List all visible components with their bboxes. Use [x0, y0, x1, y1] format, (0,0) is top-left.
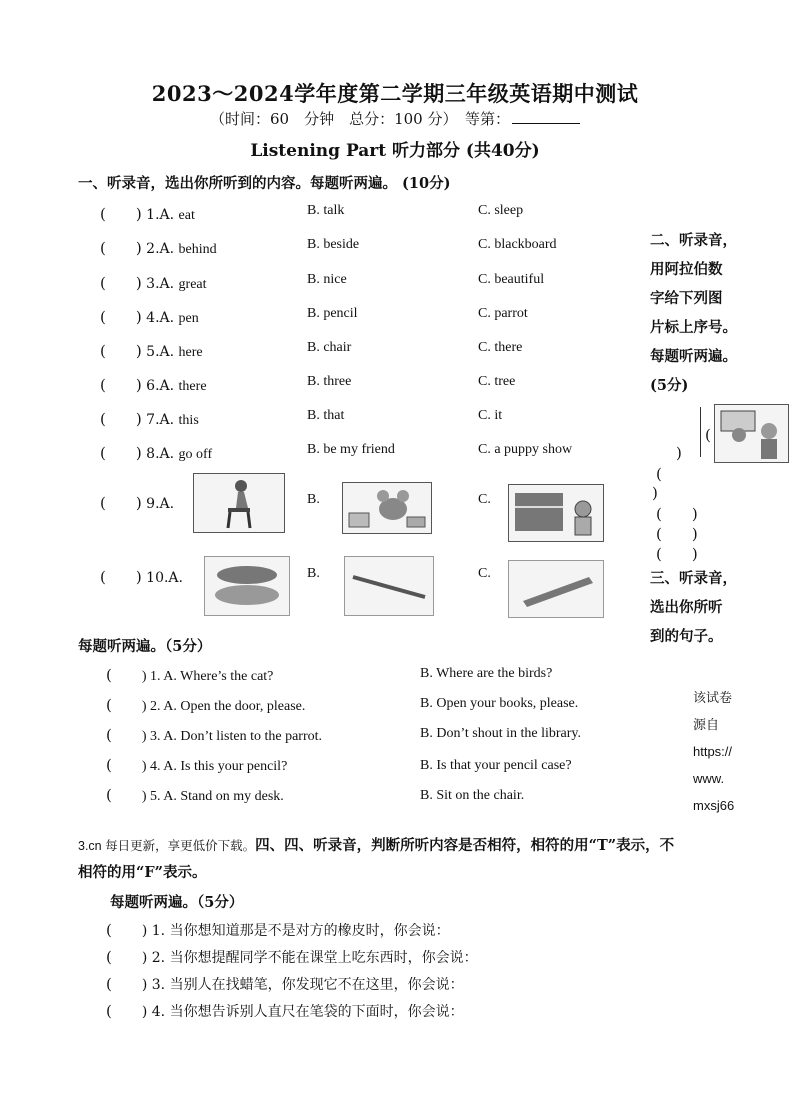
option-c: C. tree [478, 374, 516, 389]
section4-heading-line1 [78, 834, 674, 855]
option-b: B. [307, 492, 320, 507]
option-c: C. blackboard [478, 237, 557, 252]
section3-instruction: 每题听两遍。（5分） [78, 638, 212, 655]
option-b: B. beside [307, 237, 360, 252]
answer-paren[interactable]: ( ) [100, 410, 142, 428]
answer-paren[interactable]: ( [106, 975, 142, 993]
option-a: pen [178, 311, 199, 326]
list-item [100, 566, 183, 587]
answer-paren[interactable]: ( [106, 756, 142, 774]
section1-heading: 一、听录音，选出你所听到的内容。每题听两遍。 (10分) [78, 175, 451, 192]
item-number: 9.A. [146, 496, 175, 512]
answer-paren[interactable]: ( [106, 726, 142, 744]
option-b: B. [307, 566, 320, 581]
answer-paren[interactable]: ( [106, 1002, 142, 1020]
list-item [106, 784, 284, 805]
section4-heading-line2: 相符的用“F”表示。 [78, 864, 207, 881]
answer-paren[interactable]: ( ) [656, 505, 698, 523]
picture-person-stool [193, 473, 285, 533]
list-item [106, 1000, 464, 1021]
statement-text: ) 4. 当你想告诉别人直尺在笔袋的下面时，你会说： [141, 1004, 464, 1020]
answer-paren[interactable]: ( ) [100, 274, 142, 292]
section4-heading: 四、四、听录音，判断所听内容是否相符，相符的用“T”表示，不 [255, 837, 675, 854]
answer-paren[interactable]: ( ) [100, 376, 142, 394]
page-title: 2023～2024学年度第二学期三年级英语期中测试 [151, 81, 639, 106]
picture-mouse-toys [342, 482, 432, 534]
option-a: eat [178, 208, 195, 223]
list-item [106, 973, 464, 994]
section3-instructions [650, 564, 737, 651]
answer-paren[interactable]: ( [656, 465, 662, 483]
source-tail: 3.cn 每日更新，享更低价下载。 [78, 839, 256, 853]
side-line: 三、听录音， [650, 570, 737, 587]
list-item [100, 408, 199, 429]
statement-text: ) 1. 当你想知道那是不是对方的橡皮时，你会说： [141, 923, 450, 939]
list-item [106, 724, 322, 745]
answer-paren[interactable]: ) [652, 484, 658, 502]
option-a: this [178, 413, 199, 428]
option-b: B. pencil [307, 306, 358, 321]
option-c: C. a puppy show [478, 442, 573, 457]
option-b: B. talk [307, 203, 345, 218]
picture-boy-shelves [508, 484, 604, 542]
source-line[interactable]: https:// [693, 744, 733, 759]
source-note [693, 684, 734, 819]
item-number: 6.A. [146, 378, 175, 394]
picture-ruler [508, 560, 604, 618]
exam-info-text: （时间：60 分钟 总分：100 分） 等第： [210, 110, 510, 128]
option-c: C. [478, 566, 491, 581]
option-a: behind [178, 242, 217, 257]
statement-text: ) 3. 当别人在找蜡笔，你发现它不在这里，你会说： [141, 977, 464, 993]
option-b: B. Where are the birds? [420, 666, 553, 681]
answer-paren[interactable]: ( [705, 426, 711, 444]
section4-instruction: 每题听两遍。（5分） [110, 894, 244, 911]
picture-classroom-scene [714, 404, 789, 463]
side-line: 字给下列图 [650, 290, 723, 307]
answer-paren[interactable]: ( [106, 948, 142, 966]
option-a: go off [178, 447, 213, 462]
answer-paren[interactable]: ( ) [100, 308, 142, 326]
option-c: C. parrot [478, 306, 528, 321]
answer-paren[interactable]: ( [106, 696, 142, 714]
option-b: B. Open your books, please. [420, 696, 579, 711]
option-c: C. [478, 492, 491, 507]
grade-blank[interactable] [512, 123, 580, 124]
list-item [100, 306, 199, 327]
option-b: B. be my friend [307, 442, 395, 457]
option-b: B. Sit on the chair. [420, 788, 525, 803]
list-item [100, 237, 217, 258]
listening-part-heading: Listening Part 听力部分 (共40分) [250, 141, 540, 161]
side-line: 片标上序号。 [650, 319, 737, 336]
item-number: 1.A. [146, 207, 175, 223]
source-line[interactable]: www. [693, 771, 725, 786]
list-item [106, 946, 478, 967]
list-item [100, 442, 212, 463]
list-item [100, 374, 207, 395]
option-b: B. that [307, 408, 345, 423]
side-line: 每题听两遍。 [650, 348, 737, 365]
side-line: 到的句子。 [650, 628, 723, 645]
option-c: C. it [478, 408, 503, 423]
option-b: B. Is that your pencil case? [420, 758, 572, 773]
item-number: 10.A. [146, 570, 183, 586]
statement-text: ) 2. 当你想提醒同学不能在课堂上吃东西时，你会说： [141, 950, 478, 966]
item-number: 5.A. [146, 344, 175, 360]
section2-instructions [650, 226, 737, 400]
exam-info [210, 108, 580, 129]
item-number: 4.A. [146, 310, 175, 326]
item-number: 2.A. [146, 241, 175, 257]
option-a: there [178, 379, 207, 394]
side-line: 二、听录音， [650, 232, 737, 249]
list-item [106, 754, 287, 775]
answer-paren[interactable]: ( ) [656, 545, 698, 563]
option-b: B. nice [307, 272, 347, 287]
option-a: ) 1. A. Where’s the cat? [141, 669, 274, 684]
answer-paren[interactable]: ) [676, 444, 682, 462]
list-item [100, 203, 195, 224]
option-a: ) 3. A. Don’t listen to the parrot. [141, 729, 323, 744]
answer-paren[interactable]: ( [106, 921, 142, 939]
list-item [100, 272, 207, 293]
option-b: B. chair [307, 340, 352, 355]
answer-paren[interactable]: ( ) [100, 444, 142, 462]
option-b: B. three [307, 374, 352, 389]
answer-paren[interactable]: ( [106, 666, 142, 684]
answer-paren[interactable]: ( ) [656, 525, 698, 543]
source-line: 源自 [693, 717, 720, 732]
list-item [106, 664, 273, 685]
option-a: ) 2. A. Open the door, please. [141, 699, 306, 714]
picture-eraser [204, 556, 290, 616]
answer-paren[interactable]: ( ) [100, 239, 142, 257]
item-number: 8.A. [146, 446, 175, 462]
picture-pencil [344, 556, 434, 616]
list-item [106, 694, 305, 715]
side-line: 用阿拉伯数 [650, 261, 723, 278]
answer-paren[interactable]: ( ) [100, 205, 142, 223]
item-number: 7.A. [146, 412, 175, 428]
option-a: ) 5. A. Stand on my desk. [141, 789, 284, 804]
option-a: ) 4. A. Is this your pencil? [141, 759, 288, 774]
source-line: 该试卷 [693, 690, 733, 705]
option-a: here [178, 345, 203, 360]
source-line[interactable]: mxsj66 [693, 798, 735, 813]
list-item [100, 340, 203, 361]
list-item [106, 919, 450, 940]
answer-paren[interactable]: ( ) [100, 568, 142, 586]
option-c: C. beautiful [478, 272, 545, 287]
answer-paren[interactable]: ( [106, 786, 142, 804]
option-c: C. there [478, 340, 523, 355]
side-line: 选出你所听 [650, 599, 723, 616]
option-b: B. Don’t shout in the library. [420, 726, 581, 741]
option-c: C. sleep [478, 203, 524, 218]
answer-paren[interactable]: ( ) [100, 494, 142, 512]
side-line: (5分) [650, 377, 689, 394]
option-a: great [178, 277, 207, 292]
answer-paren[interactable]: ( ) [100, 342, 142, 360]
item-number: 3.A. [146, 276, 175, 292]
list-item [100, 492, 174, 513]
